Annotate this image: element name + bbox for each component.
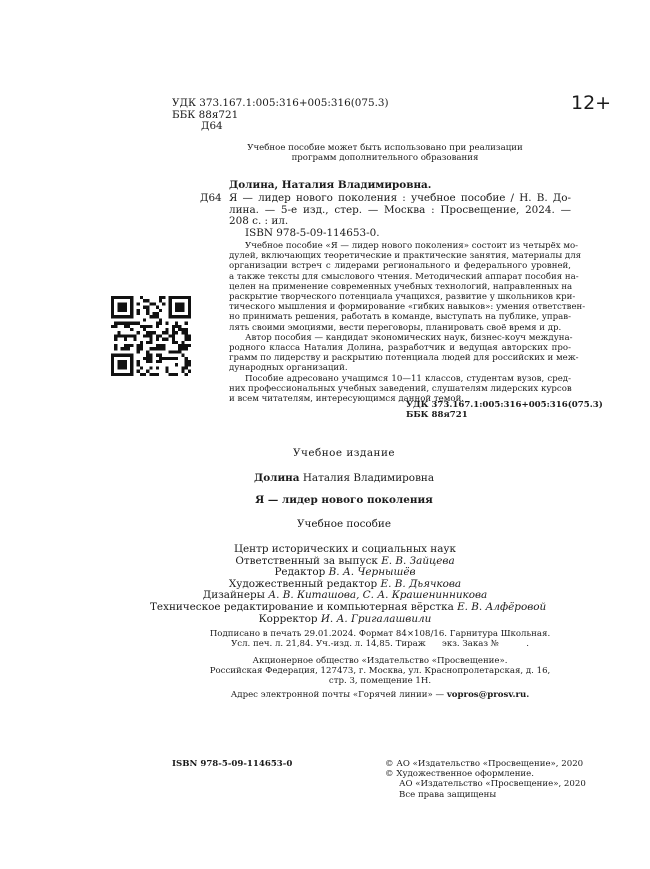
udk-code: УДК 373.167.1:005:316+005:316(075.3) (172, 97, 389, 109)
credit-line: Художественный редактор Е. В. Дьячкова (228, 577, 462, 590)
imprint-center: Центр исторических и социальных наук (233, 543, 457, 555)
age-rating: 12+ (571, 92, 612, 114)
usage-note: Учебное пособие может быть использовано при реализации программ дополнительного образования (247, 143, 523, 164)
credit-line: Ответственный за выпуск Е. В. Зайцева (235, 554, 455, 567)
about-author: Автор пособия — кандидат экономических наук, бизнес-коуч междуна- (245, 332, 573, 343)
bib-annotation: Учебное пособие «Я — лидер нового поколения» состоит из четырёх мо- дулей, включающих теоретические и практические занятия, материалы для организации встреч с лидерами регионального и федерального уровней, а также тексты для смыслового чтения. Методический аппарат пособия на- целен на применение современных учебных технологий, направленных на раскрытие творческого потенциала учащихся, развитие у школьников кри- тического мышления и формирование «гибких навыков»: умения ответствен- но принимать решения, работать в команде, выступать на публике, управ- лять своими эмоциями, вести переговоры, планировать своё время и др. Автор пособия — кандидат экономических наук, бизнес-коуч междуна- родного класса Наталия Долина, разработчик и ведущая авторских про- грамм по лидерству и раскрытию потенциала людей для российских и меж- дународных организаций. Пособие адресовано учащимся 10—11 классов, студентам вузов, сред- них профессиональных учебных заведений, слушателям лидерских курсов и всем читателям, интересующимся данной темой. (229, 241, 586, 405)
hotline-email[interactable]: vopros@prosv.ru. (446, 690, 530, 700)
publisher-block: Акционерное общество «Издательство «Просвещение». Российская Федерация, 127473, г. Москва, ул. Краснопролетарская, д. 16, стр. 3, помещение 1Н. (209, 656, 551, 687)
imprint-subtitle: Учебное пособие (296, 518, 391, 530)
hotline: Адрес электронной почты «Горячей линии» — vopros@prosv.ru. (230, 690, 530, 700)
print-details: Подписано в печать 29.01.2024. Формат 84×108/16. Гарнитура Школьная. Усл. печ. л. 21,84. Уч.-изд. л. 14,85. Тираж экз. Заказ № . (209, 629, 551, 650)
bib-isbn: ISBN 978-5-09-114653-0. (245, 226, 380, 239)
bib-classification: УДК 373.167.1:005:316+005:316(075.3) ББК 88я721 (406, 400, 603, 421)
qr-code-icon (111, 296, 191, 376)
bib-author: Долина, Наталия Владимировна. (229, 179, 432, 191)
imprint-author: Долина Наталия Владимировна (253, 472, 435, 484)
author-mark: Д64 (201, 120, 223, 133)
bib-description: Я — лидер нового поколения : учебное пособие / Н. В. До- лина. — 5-е изд., стер. — Москва : Просвещение, 2024. — 208 с. : ил. ISBN 978-5-09-114653-0. (229, 192, 571, 239)
bbk-code: ББК 88я721 (172, 108, 239, 121)
credit-line: Корректор И. А. Григалашвили (258, 612, 432, 625)
credit-line: Техническое редактирование и компьютерная вёрстка Е. В. Алфёровой (150, 600, 547, 613)
imprint-credits (150, 543, 547, 625)
credit-line: Дизайнеры А. В. Киташова, С. А. Крашенинникова (202, 589, 488, 602)
imprint-title: Я — лидер нового поколения (255, 494, 433, 506)
copyright-block: © АО «Издательство «Просвещение», 2020 © Художественное оформление. АО «Издательство «Просвещение», 2020 Все права защищены (385, 759, 586, 800)
credit-line: Редактор В. А. Чернышёв (274, 566, 416, 579)
classification-block (172, 98, 389, 133)
audience: Пособие адресовано учащимся 10—11 классов, студентам вузов, сред- (245, 373, 571, 384)
bib-mark: Д64 (200, 192, 222, 204)
edition-type: Учебное издание (292, 447, 396, 459)
footer-isbn: ISBN 978-5-09-114653-0 (172, 759, 293, 769)
